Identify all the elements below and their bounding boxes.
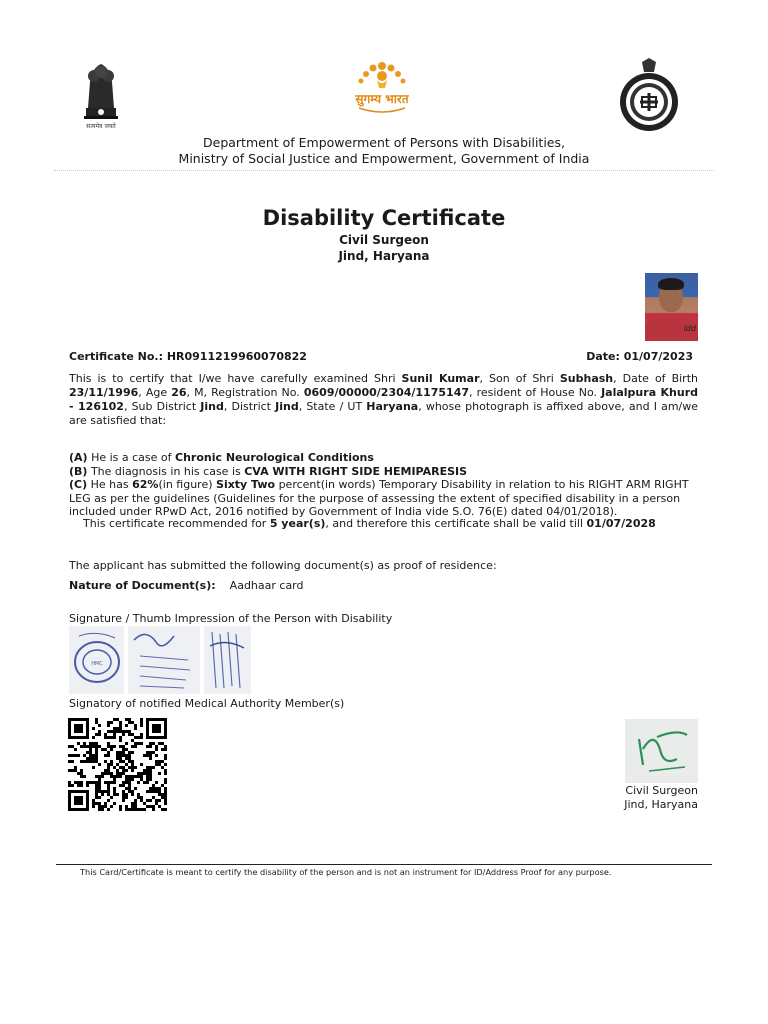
footer-divider xyxy=(56,864,712,865)
diagnosis-points xyxy=(69,451,709,519)
medical-stamp-1 xyxy=(69,626,124,694)
photo-ink: ldd xyxy=(683,324,696,333)
applicant-photo xyxy=(645,273,698,341)
header-divider xyxy=(54,170,714,171)
department-line-1: Department of Empowerment of Persons with Disabilities, xyxy=(203,135,565,150)
state-seal xyxy=(618,58,680,134)
emblem-motto: सत्यमेव जयते xyxy=(86,123,116,130)
civil-surgeon-signature xyxy=(625,719,698,783)
issuer-line-1: Civil Surgeon xyxy=(339,233,429,247)
svg-text:HMC: HMC xyxy=(91,661,103,667)
medical-stamp-3 xyxy=(204,626,251,694)
point-c: (C) He has 62%(in figure) Sixty Two percent(in words) Temporary Disability in relation to his RIGHT ARM RIGHT LEG as per the guidelines (Guidelines for the purpose of assessing the extent of specified disability in a person included under RPwD Act, 2016 notified by Government of India vide S.O. 76(E) dated 04/01/2018). xyxy=(69,478,689,518)
signatory-label: Signatory of notified Medical Authority Member(s) xyxy=(69,697,345,710)
medical-stamp-2 xyxy=(128,626,200,694)
point-a: (A) He is a case of Chronic Neurological Conditions xyxy=(69,451,374,464)
qr-code[interactable] xyxy=(68,718,167,811)
certificate-date: Date: 01/07/2023 xyxy=(586,350,693,363)
validity-statement: This certificate recommended for 5 year(s), and therefore this certificate shall be valid till 01/07/2028 xyxy=(83,517,656,530)
signature-person-label: Signature / Thumb Impression of the Person with Disability xyxy=(69,612,393,625)
point-b: (B) The diagnosis in his case is CVA WITH RIGHT SIDE HEMIPARESIS xyxy=(69,464,468,478)
logo-text: सुगम्य भारत xyxy=(355,92,409,106)
accessible-india-logo xyxy=(347,58,417,120)
department-line-2: Ministry of Social Justice and Empowerment, Government of India xyxy=(178,151,590,166)
national-emblem xyxy=(78,58,124,134)
issuer-line-2: Jind, Haryana xyxy=(338,249,430,263)
civil-surgeon-location: Jind, Haryana xyxy=(624,798,698,811)
certificate-number: Certificate No.: HR0911219960070822 xyxy=(69,350,307,363)
nature-of-document: Nature of Document(s): Aadhaar card xyxy=(69,579,304,592)
residence-proof-text: The applicant has submitted the following document(s) as proof of residence: xyxy=(69,559,497,572)
civil-surgeon-title: Civil Surgeon xyxy=(625,784,698,797)
certification-paragraph: This is to certify that I/we have carefully examined Shri Sunil Kumar, Son of Shri Subhash, Date of Birth 23/11/1996, Age 26, M, Registration No. 0609/00000/2304/1175147, resident of House No. Jalalpura Khurd - 126102, Sub District Jind, District Jind, State / UT Haryana, whose photograph is affixed above, and I am/we are satisfied that: xyxy=(69,372,699,427)
footer-disclaimer: This Card/Certificate is meant to certify the disability of the person and is not an instrument for ID/Address Proof for any purpose. xyxy=(80,867,612,877)
page-title: Disability Certificate xyxy=(262,206,506,230)
